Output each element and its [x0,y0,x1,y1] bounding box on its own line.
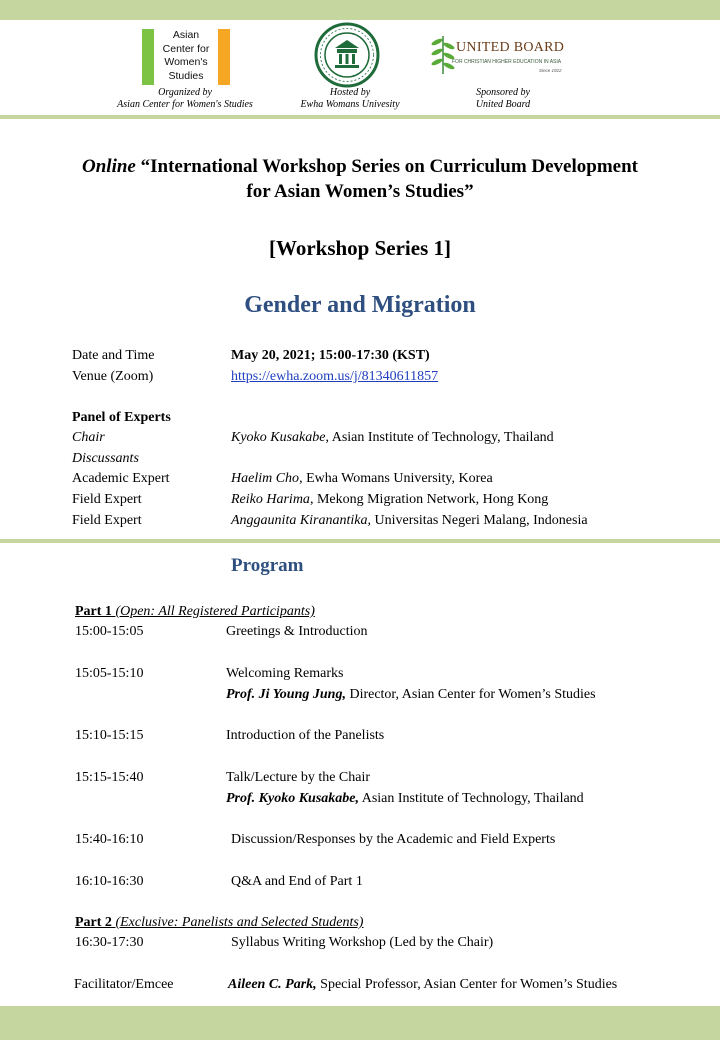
caption-line: Sponsored by [476,87,530,98]
speaker-line [226,789,584,809]
chair-affil: , Asian Institute of Technology, Thailand [325,430,554,445]
part2-heading [75,913,363,933]
title-line-2: for Asian Women’s Studies” [246,181,474,202]
united-board-title: UNITED BOARD [456,40,565,55]
united-board-subtitle: FOR CHRISTIAN HIGHER EDUCATION IN ASIA [452,59,562,65]
expert-label: Field Expert [72,513,142,528]
expert-name: Haelim Cho [231,471,300,486]
part1-note: (Open: All Registered Participants) [111,604,315,619]
item-text: Discussion/Responses by the Academic and Field Experts [231,832,556,847]
item-text: Q&A and End of Part 1 [231,874,363,889]
chair-name: Kyoko Kusakabe [231,430,326,445]
expert-name: Anggaunita Kiranantika, [231,513,371,528]
item-time: 16:30-17:30 [75,935,144,950]
item-text: Welcoming Remarks [226,666,344,681]
item-time: 15:15-15:40 [75,770,144,785]
hosted-by-caption [280,87,420,111]
logo-text-line: Women's [164,56,208,68]
expert-affil: , Mekong Migration Network, Hong Kong [309,492,549,507]
logo-orange-bar [218,29,230,85]
facilitator-label: Facilitator/Emcee [74,977,174,992]
item-text: Talk/Lecture by the Chair [226,770,371,785]
expert-name: Reiko Harima [231,492,310,507]
expert-value [231,511,588,531]
item-time: 15:00-15:05 [75,624,144,639]
logo-text-line: Studies [168,69,204,82]
speaker-line [226,685,596,705]
item-time: 15:10-15:15 [75,728,144,743]
part1-heading [75,602,315,622]
chair-label: Chair [72,430,105,445]
united-board-leaf-icon [430,32,456,76]
caption-line: Ewha Womans Univesity [300,99,400,110]
sponsored-by-caption [463,87,543,111]
united-board-since: Since 1922 [539,68,562,73]
expert-value [231,469,493,489]
acws-logo [142,29,230,85]
topic-title: Gender and Migration [244,292,476,318]
speaker-name: Prof. Kyoko Kusakabe, [226,791,359,806]
title-line-1 [0,154,720,179]
facilitator-name: Aileen C. Park, [228,977,317,992]
series-label: [Workshop Series 1] [268,236,451,260]
top-band [0,0,720,20]
speaker-name: Prof. Ji Young Jung, [226,687,346,702]
facilitator-value [228,975,617,995]
discussants-label: Discussants [72,451,139,466]
venue-label: Venue (Zoom) [72,369,154,384]
panel-heading: Panel of Experts [72,410,171,425]
date-value: May 20, 2021; 15:00-17:30 (KST) [231,348,430,363]
expert-value [231,490,548,510]
item-time: 16:10-16:30 [75,874,144,889]
caption-line: Organized by [158,87,212,98]
organized-by-caption [100,87,270,111]
logo-text-line: Asian [172,29,200,41]
logo-text [154,29,218,83]
item-text: Syllabus Writing Workshop (Led by the Chair) [231,935,494,950]
chair-value [231,428,554,448]
caption-line: Asian Center for Women's Studies [117,99,253,110]
caption-line: United Board [475,99,531,110]
expert-label: Field Expert [72,492,142,507]
item-time: 15:40-16:10 [75,832,144,847]
expert-affil: Universitas Negeri Malang, Indonesia [371,513,588,528]
item-text: Greetings & Introduction [226,624,368,639]
online-label: Online [82,156,136,177]
program-heading: Program [231,555,304,576]
item-time: 15:05-15:10 [75,666,144,681]
part2-note: (Exclusive: Panelists and Selected Students) [111,915,364,930]
expert-label: Academic Expert [72,471,170,486]
zoom-link[interactable]: https://ewha.zoom.us/j/81340611857 [231,369,439,384]
part2-title: Part 2 [75,915,112,930]
title-text-1: “International Workshop Series on Curriculum Development [135,156,638,177]
workshop-title [0,154,720,204]
expert-affil: , Ewha Womans University, Korea [299,471,493,486]
logo-text-line: Center for [162,42,210,55]
part1-title: Part 1 [75,604,112,619]
speaker-affil: Asian Institute of Technology, Thailand [359,791,584,806]
speaker-affil: Director, Asian Center for Women’s Studies [345,687,596,702]
caption-line: Hosted by [329,87,371,98]
date-label: Date and Time [72,348,155,363]
item-text: Introduction of the Panelists [226,728,385,743]
logo-green-bar [142,29,154,85]
facilitator-affil: Special Professor, Asian Center for Women’s Studies [316,977,618,992]
mid-divider [0,539,720,543]
header-divider [0,115,720,119]
bottom-band [0,1006,720,1040]
ewha-seal-logo [313,22,381,88]
